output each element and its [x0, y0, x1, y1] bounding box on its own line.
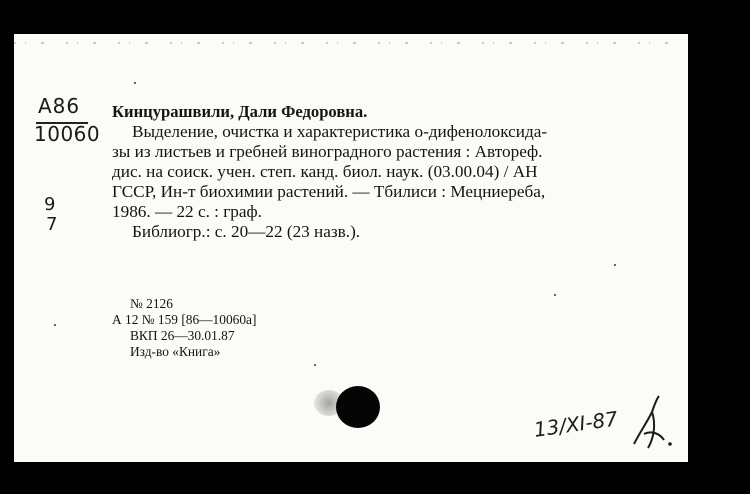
entry-line-2: зы из листьев и гребней виноградного растения : Автореф. — [112, 142, 543, 161]
bibliographic-entry — [112, 102, 682, 242]
side-mark-2: 7 — [46, 214, 58, 235]
scan-speck — [314, 364, 316, 366]
entry-line-5: 1986. — 22 с. : граф. — [112, 202, 262, 221]
imprint-block — [112, 296, 256, 360]
author-heading: Кинцурашвили, Дали Федоровна. — [112, 102, 368, 121]
handwritten-signature — [626, 394, 676, 454]
accession-number: А 12 № 159 [86—10060а] — [112, 312, 257, 327]
catalog-card — [14, 34, 688, 462]
call-number-top: А86 — [38, 94, 81, 118]
card-number: № 2126 — [130, 296, 173, 311]
ink-blot — [336, 386, 380, 428]
handwritten-date: 13/XI-87 — [532, 406, 620, 442]
publisher: Изд-во «Книга» — [130, 344, 221, 359]
scan-speck — [134, 82, 136, 84]
entry-line-4: ГССР, Ин-т биохимии растений. — Тбилиси : Мецниереба, — [112, 182, 546, 201]
side-mark-1: 9 — [44, 194, 56, 215]
scan-noise — [14, 34, 688, 48]
bibliography-note: Библиогр.: с. 20—22 (23 назв.). — [132, 222, 361, 241]
scan-speck — [54, 324, 56, 326]
scan-speck — [614, 264, 616, 266]
call-number-bottom: 10060 — [34, 122, 101, 146]
entry-line-1: Выделение, очистка и характеристика о-дифенолоксида- — [132, 122, 548, 141]
registration-number: ВКП 26—30.01.87 — [130, 328, 235, 343]
entry-line-3: дис. на соиск. учен. степ. канд. биол. наук. (03.00.04) / АН — [112, 162, 538, 181]
scan-speck — [554, 294, 556, 296]
